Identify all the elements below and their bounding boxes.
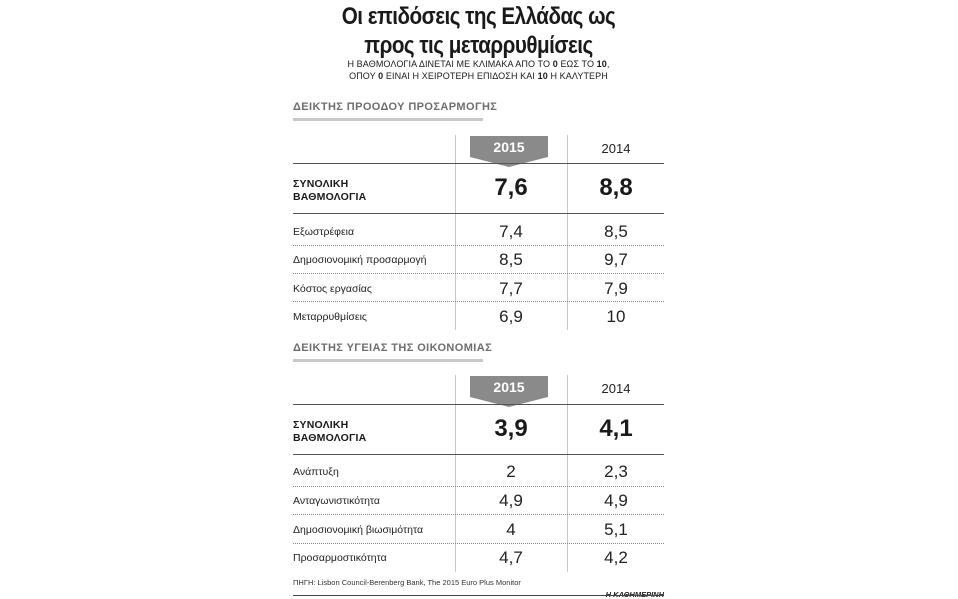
total-value-2014: 4,1 bbox=[599, 415, 633, 442]
badge-arrow bbox=[470, 397, 548, 407]
section-header-health: ΔΕΙΚΤΗΣ ΥΓΕΙΑΣ ΤΗΣ ΟΙΚΟΝΟΜΙΑΣ bbox=[293, 342, 492, 354]
subtitle-line-1: Η ΒΑΘΜΟΛΟΓΙΑ ΔΙΝΕΤΑΙ ΜΕ ΚΛΙΜΑΚΑ ΑΠΟ ΤΟ 0 ΕΩΣ ΤΟ 10, bbox=[347, 59, 610, 70]
section-underline bbox=[293, 359, 483, 362]
year-2014: 2014 bbox=[601, 141, 631, 156]
row-divider bbox=[293, 245, 664, 246]
subtitle-line-2: ΟΠΟΥ 0 ΕΙΝΑΙ Η ΧΕΙΡΟΤΕΡΗ ΕΠΙΔΟΣΗ ΚΑΙ 10 Η ΚΑΛΥΤΕΡΗ bbox=[349, 71, 608, 82]
total-value-2014: 8,8 bbox=[599, 174, 633, 201]
table-rule bbox=[293, 454, 664, 455]
total-value-2015: 7,6 bbox=[494, 174, 528, 201]
row-divider bbox=[293, 543, 664, 544]
total-label: ΣΥΝΟΛΙΚΗ ΒΑΘΜΟΛΟΓΙΑ bbox=[293, 178, 367, 203]
row-divider bbox=[293, 486, 664, 487]
table-rule bbox=[293, 404, 664, 405]
total-label: ΣΥΝΟΛΙΚΗ ΒΑΘΜΟΛΟΓΙΑ bbox=[293, 419, 367, 444]
section-header-adjustment: ΔΕΙΚΤΗΣ ΠΡΟΟΔΟΥ ΠΡΟΣΑΡΜΟΓΗΣ bbox=[293, 101, 497, 113]
table-rule bbox=[293, 213, 664, 214]
page-title: Οι επιδόσεις της Ελλάδας ως προς τις μεταρρυθμίσεις bbox=[341, 3, 616, 59]
year-badge-2015: 2015 bbox=[470, 376, 548, 397]
year-2014: 2014 bbox=[601, 381, 631, 396]
row-divider bbox=[293, 514, 664, 515]
table-rule bbox=[293, 163, 664, 164]
section-underline bbox=[293, 118, 483, 121]
row-divider bbox=[293, 301, 664, 302]
source-note: ΠΗΓΗ: Lisbon Council-Berenberg Bank, The 2015 Euro Plus Monitor bbox=[293, 578, 521, 587]
badge-arrow bbox=[470, 157, 548, 167]
year-badge-2015: 2015 bbox=[470, 136, 548, 157]
brand-logo: Η ΚΑΘΗΜΕΡΙΝΗ bbox=[605, 590, 664, 599]
row-divider bbox=[293, 273, 664, 274]
subtitle bbox=[302, 59, 654, 83]
total-value-2015: 3,9 bbox=[494, 415, 528, 442]
bottom-rule bbox=[293, 595, 664, 596]
